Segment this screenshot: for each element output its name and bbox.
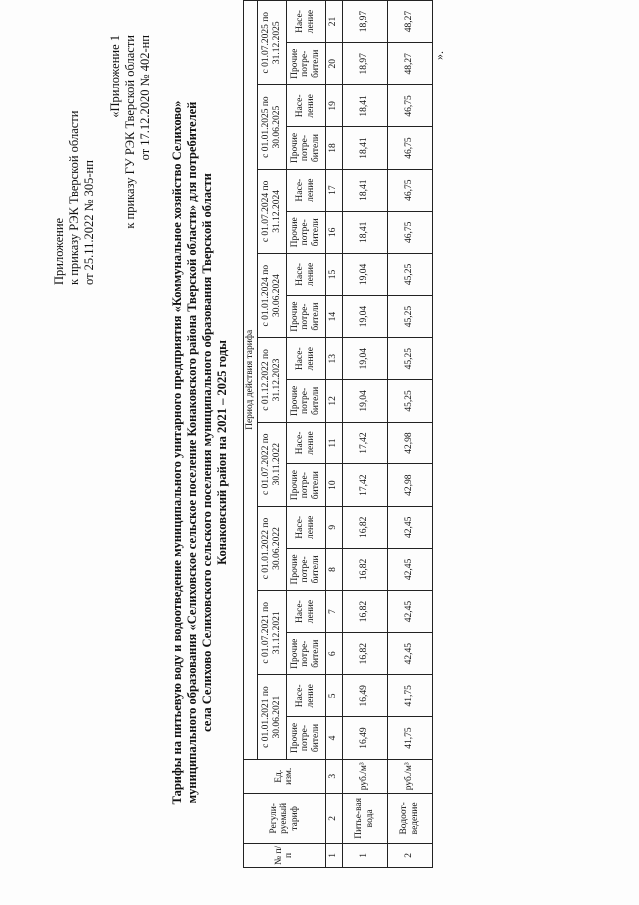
sub-population-header: Насе-ление — [286, 506, 325, 548]
appendix1-line: «Приложение 1 — [108, 35, 122, 118]
closing-quote: ». — [432, 51, 446, 60]
table-row — [342, 1, 387, 868]
tariff-value: 18,41 — [342, 127, 387, 169]
period-cell: с 01.01.2024 по 30.06.2024 — [257, 254, 286, 338]
tariff-value: 42,45 — [387, 591, 432, 633]
column-number: 2 — [325, 793, 342, 843]
column-number: 13 — [325, 338, 342, 380]
col-tariff-header: Регули-руемый тариф — [244, 793, 326, 843]
sub-other-header: Прочие потре-бители — [286, 43, 325, 85]
tariff-value: 18,97 — [342, 43, 387, 85]
tariff-value: 18,41 — [342, 85, 387, 127]
column-number: 6 — [325, 633, 342, 675]
col-unit-header: Ед. изм. — [244, 759, 326, 793]
subheader-row — [286, 1, 325, 868]
appendix1-block — [108, 35, 153, 320]
sub-population-header: Насе-ление — [286, 591, 325, 633]
column-number: 16 — [325, 211, 342, 253]
tariff-value: 45,25 — [387, 254, 432, 296]
tariff-value: 42,45 — [387, 506, 432, 548]
column-number: 19 — [325, 85, 342, 127]
appendix-line: от 25.11.2022 № 305-нп — [82, 160, 96, 285]
sub-population-header: Насе-ление — [286, 169, 325, 211]
column-number: 5 — [325, 675, 342, 717]
tariff-value: 46,75 — [387, 169, 432, 211]
period-cell: с 01.01.2021 по 30.06.2021 — [257, 675, 286, 759]
tariff-value: 42,45 — [387, 548, 432, 590]
tariff-value: 19,04 — [342, 295, 387, 337]
sub-population-header: Насе-ление — [286, 1, 325, 43]
column-number: 1 — [325, 843, 342, 867]
tariff-value: 19,04 — [342, 254, 387, 296]
period-cell: с 01.07.2024 по 31.12.2024 — [257, 169, 286, 253]
tariff-value: 46,75 — [387, 211, 432, 253]
row-number: 1 — [342, 843, 387, 867]
tariff-value: 45,25 — [387, 380, 432, 422]
column-number: 7 — [325, 591, 342, 633]
column-number: 9 — [325, 506, 342, 548]
column-number: 14 — [325, 295, 342, 337]
tariff-table — [243, 0, 433, 868]
tariff-value: 19,04 — [342, 380, 387, 422]
period-cell: с 01.12.2022 по 31.12.2023 — [257, 338, 286, 422]
row-unit: руб./м³ — [387, 759, 432, 793]
sub-population-header: Насе-ление — [286, 338, 325, 380]
column-number: 11 — [325, 422, 342, 464]
sub-population-header: Насе-ление — [286, 254, 325, 296]
tariff-value: 17,42 — [342, 464, 387, 506]
appendix-line: к приказу РЭК Тверской области — [67, 110, 81, 285]
row-tariff-name: Питье-вая вода — [342, 793, 387, 843]
tariff-value: 45,25 — [387, 338, 432, 380]
column-number-row — [325, 1, 342, 868]
table-header-row — [244, 1, 258, 868]
title-line: села Селихово Селиховского сельского поселения муниципального образования Тверской области — [200, 173, 214, 732]
sub-other-header: Прочие потре-бители — [286, 127, 325, 169]
sub-other-header: Прочие потре-бители — [286, 548, 325, 590]
sub-other-header: Прочие потре-бители — [286, 295, 325, 337]
appendix-block — [52, 111, 97, 285]
sub-population-header: Насе-ление — [286, 675, 325, 717]
column-number: 10 — [325, 464, 342, 506]
tariff-value: 48,27 — [387, 1, 432, 43]
tariff-value: 16,82 — [342, 591, 387, 633]
sub-other-header: Прочие потре-бители — [286, 380, 325, 422]
tariff-value: 16,82 — [342, 548, 387, 590]
sub-population-header: Насе-ление — [286, 85, 325, 127]
tariff-value: 16,82 — [342, 633, 387, 675]
sub-other-header: Прочие потре-бители — [286, 464, 325, 506]
appendix1-line: от 17.12.2020 № 402-нп — [138, 35, 152, 161]
table-row — [387, 1, 432, 868]
period-cell: с 01.07.2022 по 30.11.2022 — [257, 422, 286, 506]
column-number: 20 — [325, 43, 342, 85]
column-number: 8 — [325, 548, 342, 590]
tariff-value: 42,45 — [387, 633, 432, 675]
tariff-value: 16,49 — [342, 717, 387, 759]
sub-other-header: Прочие потре-бители — [286, 717, 325, 759]
period-header: Период действия тарифа — [244, 1, 258, 760]
tariff-value: 42,98 — [387, 422, 432, 464]
tariff-value: 41,75 — [387, 717, 432, 759]
tariff-value: 17,42 — [342, 422, 387, 464]
period-cell: с 01.07.2021 по 31.12.2021 — [257, 591, 286, 675]
appendix1-line: к приказу ГУ РЭК Тверской области — [123, 35, 137, 229]
tariff-value: 46,75 — [387, 85, 432, 127]
tariff-value: 46,75 — [387, 127, 432, 169]
tariff-value: 45,25 — [387, 295, 432, 337]
column-number: 21 — [325, 1, 342, 43]
sub-other-header: Прочие потре-бители — [286, 633, 325, 675]
row-unit: руб./м³ — [342, 759, 387, 793]
column-number: 3 — [325, 759, 342, 793]
column-number: 4 — [325, 717, 342, 759]
sub-population-header: Насе-ление — [286, 422, 325, 464]
title-line: муниципального образования «Селиховское сельское поселение Конаковского района Тверской области» для потребителей — [185, 101, 199, 804]
column-number: 12 — [325, 380, 342, 422]
tariff-value: 16,49 — [342, 675, 387, 717]
row-number: 2 — [387, 843, 432, 867]
tariff-value: 18,97 — [342, 1, 387, 43]
period-row — [257, 1, 286, 868]
title-line: Конаковский район на 2021 – 2025 годы — [215, 340, 229, 565]
tariff-value: 42,98 — [387, 464, 432, 506]
period-cell: с 01.07.2025 по 31.12.2025 — [257, 1, 286, 85]
col-number-header: № п/п — [244, 843, 326, 867]
period-cell: с 01.01.2022 по 30.06.2022 — [257, 506, 286, 590]
row-tariff-name: Водоот-ведение — [387, 793, 432, 843]
document-title — [170, 0, 230, 905]
column-number: 17 — [325, 169, 342, 211]
tariff-value: 18,41 — [342, 211, 387, 253]
tariff-value: 18,41 — [342, 169, 387, 211]
tariff-value: 41,75 — [387, 675, 432, 717]
appendix-line: Приложение — [52, 217, 66, 285]
sub-other-header: Прочие потре-бители — [286, 211, 325, 253]
tariff-value: 48,27 — [387, 43, 432, 85]
column-number: 15 — [325, 254, 342, 296]
period-cell: с 01.01.2025 по 30.06.2025 — [257, 85, 286, 169]
column-number: 18 — [325, 127, 342, 169]
tariff-value: 16,82 — [342, 506, 387, 548]
tariff-value: 19,04 — [342, 338, 387, 380]
title-line: Тарифы на питьевую воду и водоотведение муниципального унитарного предприятия «Коммунальное хозяйство Селихово» — [170, 100, 184, 805]
